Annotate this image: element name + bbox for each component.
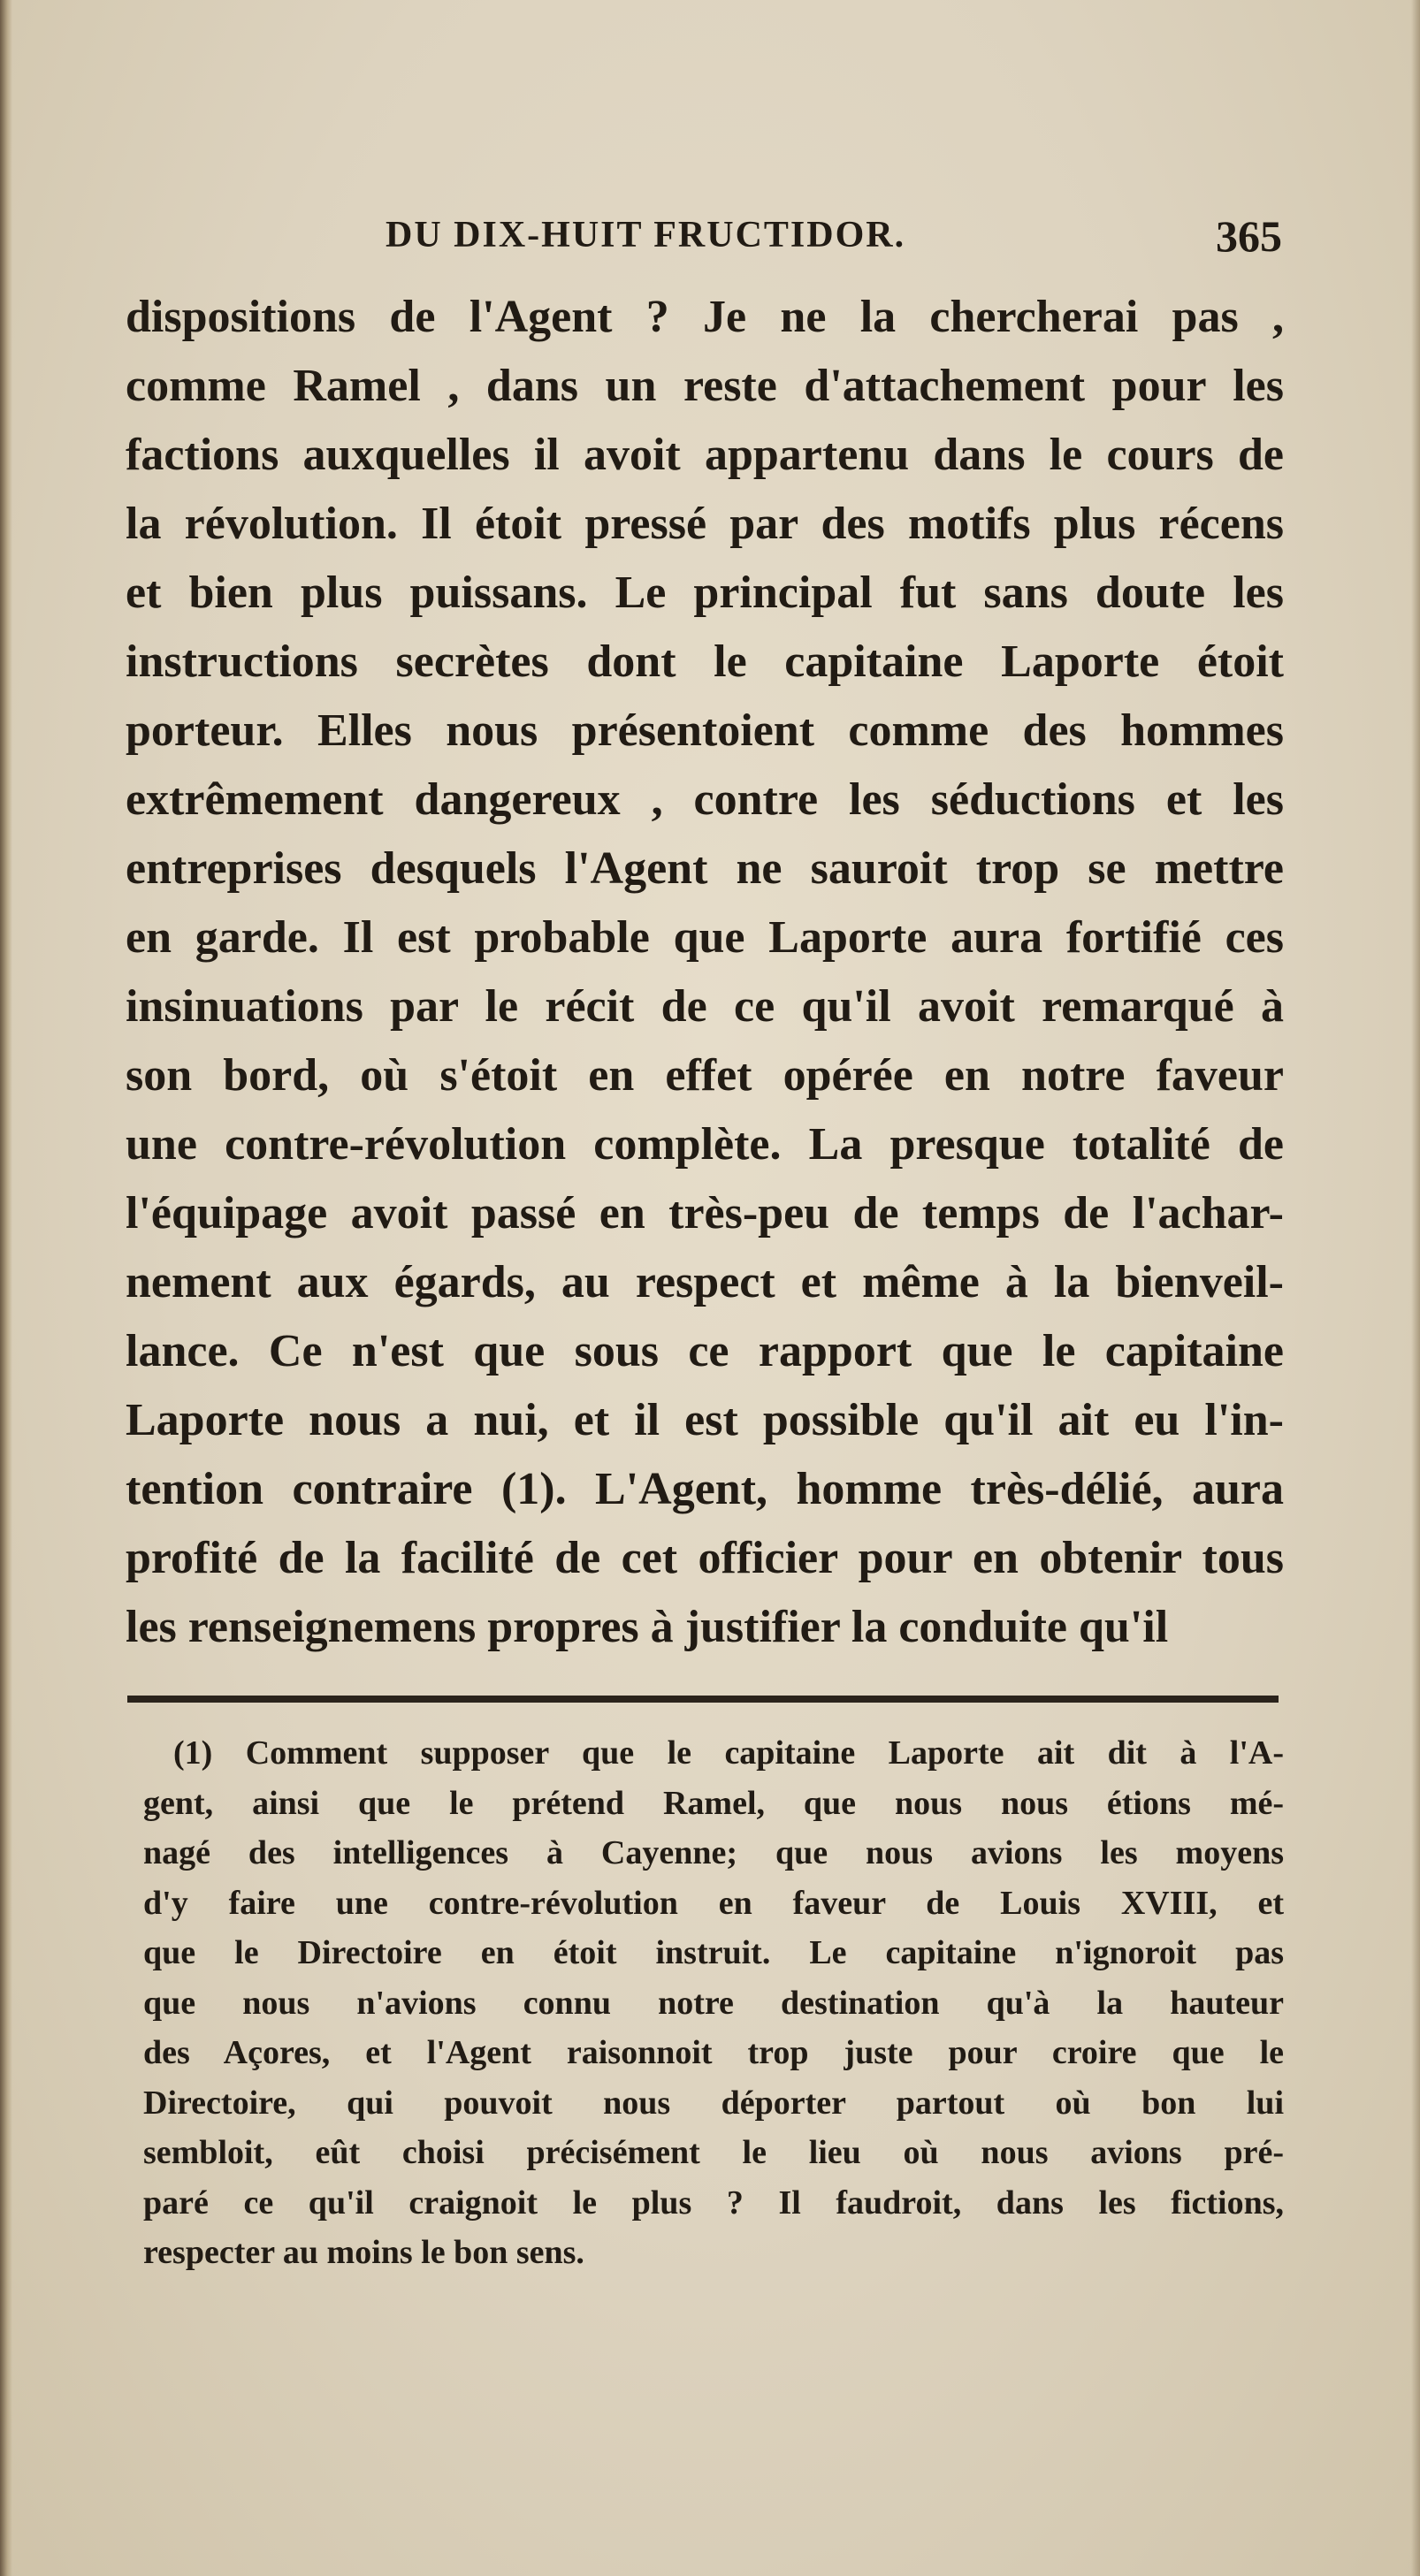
body-line: une contre-révolution complète. La presque totalité de — [126, 1119, 1284, 1170]
body-line: les renseignemens propres à justifier la conduite qu'il — [126, 1602, 1169, 1652]
body-line: tention contraire (1). L'Agent, homme très-délié, aura — [126, 1464, 1284, 1514]
footnote-line: que le Directoire en étoit instruit. Le capitaine n'ignoroit pas — [143, 1934, 1284, 1971]
body-line: comme Ramel , dans un reste d'attachement pour les — [126, 361, 1284, 411]
footnote-line: gent, ainsi que le prétend Ramel, que nous nous étions mé- — [143, 1784, 1284, 1822]
footnote-line: (1) Comment supposer que le capitaine Laporte ait dit à l'A- — [173, 1734, 1284, 1772]
footnote-line: d'y faire une contre-révolution en faveur de Louis XVIII, et — [143, 1884, 1284, 1922]
footnote-line: que nous n'avions connu notre destination qu'à la hauteur — [143, 1984, 1284, 2022]
footnote — [143, 1728, 1284, 2278]
page-edge-left — [0, 0, 12, 2576]
body-text — [126, 283, 1284, 1662]
page-number: 365 — [1216, 211, 1282, 261]
body-line: profité de la facilité de cet officier pour en obtenir tous — [126, 1533, 1284, 1583]
body-line: dispositions de l'Agent ? Je ne la chercherai pas , — [126, 292, 1284, 342]
body-line: entreprises desquels l'Agent ne sauroit trop se mettre — [126, 843, 1284, 894]
footnote-line: respecter au moins le bon sens. — [143, 2234, 584, 2271]
body-line: instructions secrètes dont le capitaine Laporte étoit — [126, 636, 1284, 687]
body-line: nement aux égards, au respect et même à la bienveil- — [126, 1257, 1284, 1307]
body-line: porteur. Elles nous présentoient comme des hommes — [126, 705, 1284, 756]
body-line: et bien plus puissans. Le principal fut sans doute les — [126, 568, 1284, 618]
body-line: l'équipage avoit passé en très-peu de temps de l'achar- — [126, 1188, 1284, 1238]
body-line: Laporte nous a nui, et il est possible qu'il ait eu l'in- — [126, 1395, 1284, 1445]
body-line: son bord, où s'étoit en effet opérée en notre faveur — [126, 1050, 1284, 1101]
body-line: la révolution. Il étoit pressé par des motifs plus récens — [126, 499, 1284, 549]
body-line: insinuations par le récit de ce qu'il avoit remarqué à — [126, 981, 1284, 1032]
footnote-line: sembloit, eût choisi précisément le lieu où nous avions pré- — [143, 2134, 1284, 2171]
footnote-line: Directoire, qui pouvoit nous déporter partout où bon lui — [143, 2084, 1284, 2122]
body-line: en garde. Il est probable que Laporte aura fortifié ces — [126, 912, 1284, 963]
body-line: factions auxquelles il avoit appartenu dans le cours de — [126, 430, 1284, 480]
footnote-line: des Açores, et l'Agent raisonnoit trop juste pour croire que le — [143, 2034, 1284, 2071]
footnote-line: nagé des intelligences à Cayenne; que nous avions les moyens — [143, 1834, 1284, 1871]
footnote-line: paré ce qu'il craignoit le plus ? Il faudroit, dans les fictions, — [143, 2184, 1284, 2222]
page-edge-right — [1411, 0, 1420, 2576]
footnote-rule — [127, 1696, 1279, 1703]
running-head: DU DIX-HUIT FRUCTIDOR. — [386, 215, 906, 255]
body-line: extrêmement dangereux , contre les séductions et les — [126, 774, 1284, 825]
page-header — [124, 210, 1282, 272]
body-line: lance. Ce n'est que sous ce rapport que le capitaine — [126, 1326, 1284, 1376]
